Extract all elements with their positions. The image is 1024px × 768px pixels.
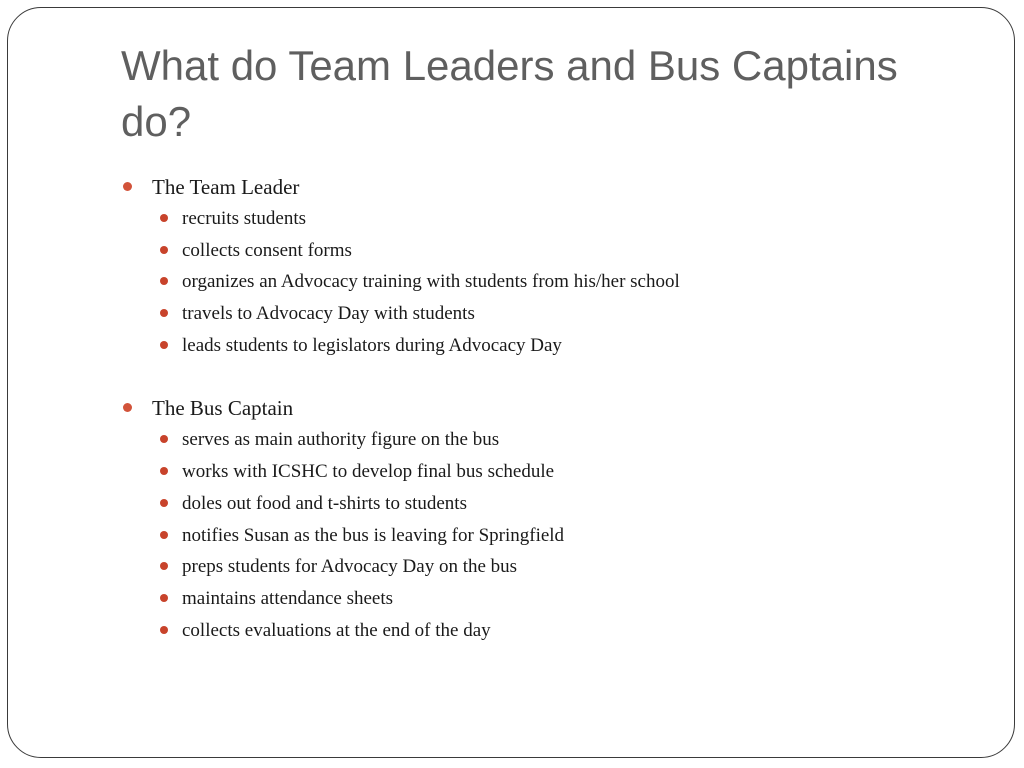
bullet-dot-icon [160, 309, 168, 317]
bullet-dot-icon [160, 562, 168, 570]
list-item: doles out food and t-shirts to students [121, 488, 941, 520]
bus-captain-list [121, 424, 941, 646]
bullet-heading [121, 392, 941, 424]
list-item: organizes an Advocacy training with students from his/her school [121, 266, 941, 298]
team-leader-list [121, 203, 941, 361]
list-item: notifies Susan as the bus is leaving for Springfield [121, 520, 941, 552]
list-item: serves as main authority figure on the bus [121, 424, 941, 456]
list-item: maintains attendance sheets [121, 583, 941, 615]
bullet-dot-icon [160, 531, 168, 539]
bullet-dot-icon [160, 435, 168, 443]
bullet-dot-icon [160, 467, 168, 475]
slide-title: What do Team Leaders and Bus Captains do? [121, 42, 898, 145]
section-team-leader [121, 171, 941, 361]
list-item: recruits students [121, 203, 941, 235]
slide-frame [7, 7, 1015, 758]
bullet-dot-icon [160, 277, 168, 285]
bullet-dot-icon [160, 626, 168, 634]
section-heading: The Bus Captain [152, 396, 294, 421]
section-bus-captain [121, 392, 941, 646]
list-item: travels to Advocacy Day with students [121, 298, 941, 330]
bullet-dot-icon [160, 214, 168, 222]
bullet-dot-icon [160, 594, 168, 602]
bullet-dot-icon [160, 246, 168, 254]
section-heading: The Team Leader [152, 175, 300, 199]
bullet-dot-icon [160, 341, 168, 349]
list-item: collects evaluations at the end of the day [121, 615, 941, 647]
bullet-dot-icon [123, 182, 132, 191]
list-item: works with ICSHC to develop final bus schedule [121, 456, 941, 488]
list-item: leads students to legislators during Advocacy Day [121, 330, 941, 362]
bullet-dot-icon [160, 499, 168, 507]
bullet-dot-icon [123, 403, 132, 412]
list-item: collects consent forms [121, 235, 941, 267]
bullet-heading [121, 171, 941, 203]
slide-body [121, 171, 941, 677]
list-item: preps students for Advocacy Day on the bus [121, 551, 941, 583]
